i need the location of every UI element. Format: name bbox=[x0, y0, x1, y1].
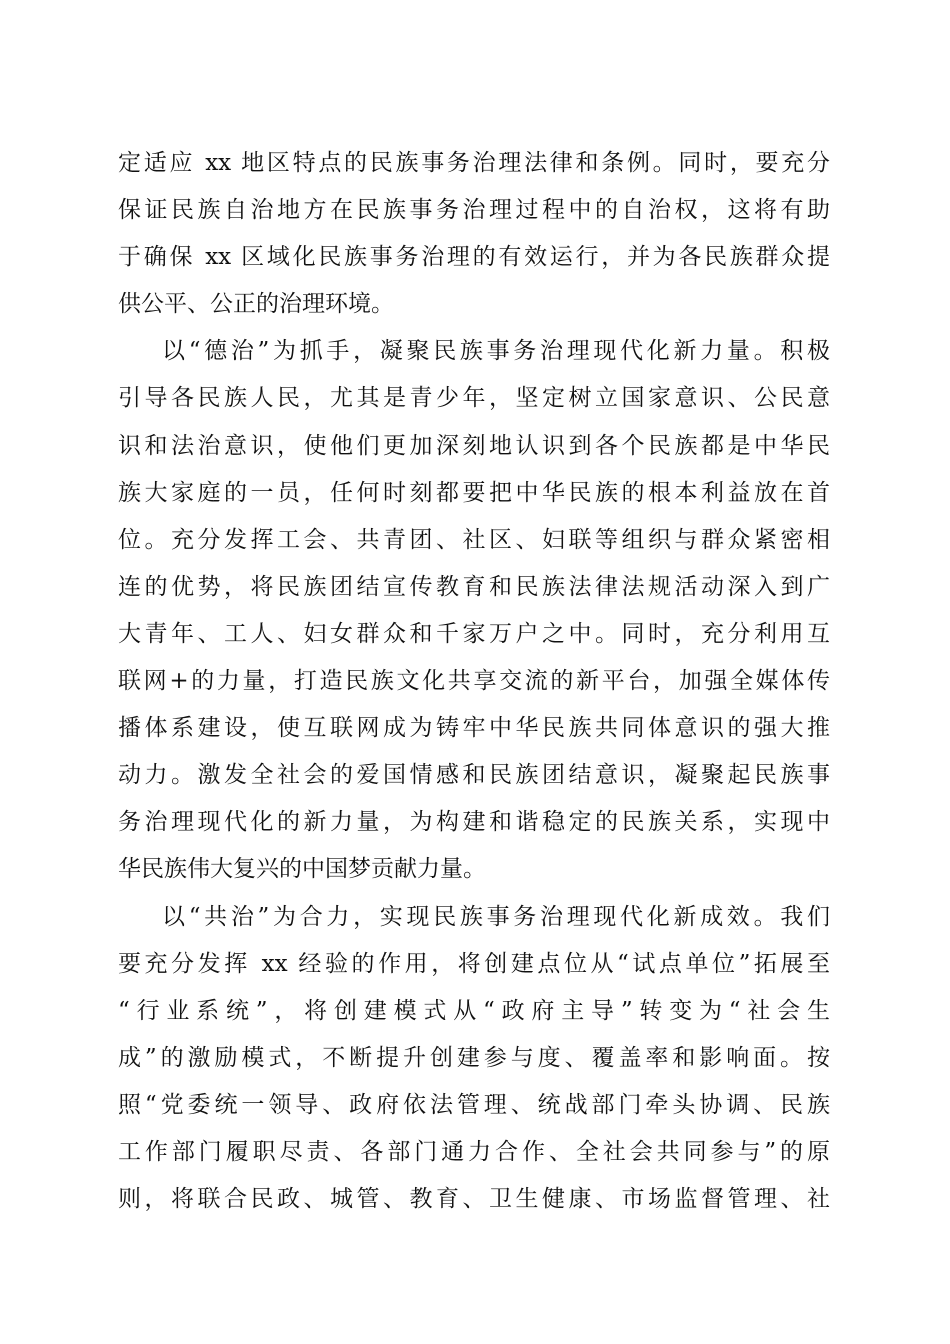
text-line: 工作部门履职尽责、各部门通力合作、全社会共同参与”的原 bbox=[118, 1138, 830, 1165]
text-line: 族大家庭的一员，任何时刻都要把中华民族的根本利益放在首 bbox=[118, 479, 830, 506]
text-line: 播体系建设，使互联网成为铸牢中华民族共同体意识的强大推 bbox=[118, 715, 830, 742]
text-line: “行业系统”，将创建模式从“政府主导”转变为“社会生 bbox=[118, 997, 830, 1024]
document-body bbox=[118, 140, 830, 1223]
text-line: 大青年、工人、妇女群众和千家万户之中。同时，充分利用互 bbox=[118, 620, 830, 647]
text-line: 连的优势，将民族团结宣传教育和民族法律法规活动深入到广 bbox=[118, 573, 830, 600]
text-line: 以“共治”为合力，实现民族事务治理现代化新成效。我们 bbox=[162, 903, 830, 930]
text-line: 保证民族自治地方在民族事务治理过程中的自治权，这将有助 bbox=[118, 197, 830, 224]
text-line: 识和法治意识，使他们更加深刻地认识到各个民族都是中华民 bbox=[118, 432, 830, 459]
text-line: 引导各民族人民，尤其是青少年，坚定树立国家意识、公民意 bbox=[118, 385, 830, 412]
text-line: 务治理现代化的新力量，为构建和谐稳定的民族关系，实现中 bbox=[118, 809, 830, 836]
text-line: 供公平、公正的治理环境。 bbox=[118, 291, 394, 318]
text-line: 位。充分发挥工会、共青团、社区、妇联等组织与群众紧密相 bbox=[118, 526, 830, 553]
paragraph-2 bbox=[118, 328, 830, 893]
text-line: 以“德治”为抓手，凝聚民族事务治理现代化新力量。积极 bbox=[162, 338, 830, 365]
text-line: 定适应 xx 地区特点的民族事务治理法律和条例。同时，要充分 bbox=[118, 150, 830, 176]
text-line: 则，将联合民政、城管、教育、卫生健康、市场监督管理、社 bbox=[118, 1186, 830, 1213]
text-line: 动力。激发全社会的爱国情感和民族团结意识，凝聚起民族事 bbox=[118, 762, 830, 789]
text-line: 于确保 xx 区域化民族事务治理的有效运行，并为各民族群众提 bbox=[118, 244, 830, 271]
text-line: 要充分发挥 xx 经验的作用，将创建点位从“试点单位”拓展至 bbox=[118, 950, 830, 977]
paragraph-3 bbox=[118, 894, 830, 1224]
text-line: 成”的激励模式，不断提升创建参与度、覆盖率和影响面。按 bbox=[118, 1044, 830, 1071]
paragraph-1 bbox=[118, 140, 830, 328]
text-line: 华民族伟大复兴的中国梦贡献力量。 bbox=[118, 856, 486, 883]
text-line: 联网+的力量，打造民族文化共享交流的新平台，加强全媒体传 bbox=[118, 668, 830, 695]
text-line: 照“党委统一领导、政府依法管理、统战部门牵头协调、民族 bbox=[118, 1091, 830, 1118]
